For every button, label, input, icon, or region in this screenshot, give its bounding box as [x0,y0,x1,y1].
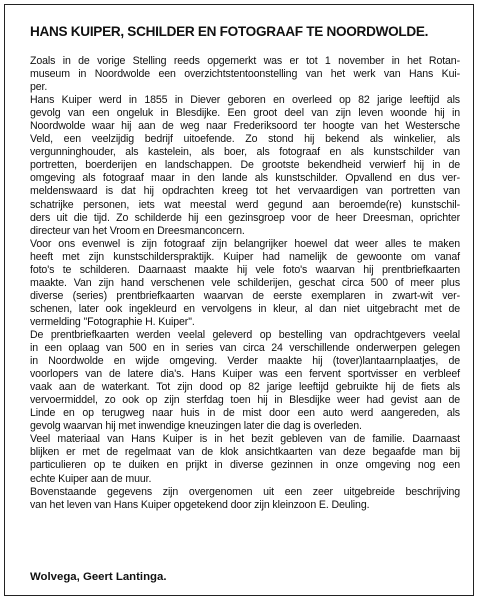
paragraph-line: gevolg van een ongeluk in Blesdijke. Een groot deel van zijn leven woonde hij in [30,107,460,120]
paragraph-line: per. [30,81,48,94]
article-paragraph [30,55,460,94]
paragraph-line: blijken er met de regelmaat van de klok ansichtkaarten van deze begaafde man bij [30,446,460,459]
paragraph-line: gevolg waarvan hij met inwendige kneuzingen later die dag is overleden. [30,420,362,433]
paragraph-line: Bovenstaande gegevens zijn overgenomen uit een zeer uitgebreide beschrijving [30,485,460,498]
paragraph-line: museum in Noordwolde een overzichtstentoonstelling van het werk van Hans Kui- [30,68,460,81]
paragraph-line: voorlopers van de latere dia's. Hans Kuiper was een fervent sportvisser en verbleef [30,368,460,381]
paragraph-line: schenen, later ook ingekleurd en vervolgens in kleur, al dan niet uitgebracht met de [30,302,460,315]
paragraph-line: in Noordwolde en wijde omgeving. Verder maakte hij (tover)lantaarnplaatjes, de [30,355,460,368]
paragraph-line: Voor ons evenwel is zijn fotograaf zijn belangrijker hoewel dat weer alles te maken [30,237,460,250]
article-paragraph [30,94,460,238]
article-paragraph [30,433,460,485]
paragraph-line: Linde en op terugweg naar huis in de mist door een auto werd aangereden, als [30,407,460,420]
article-paragraph [30,238,460,329]
paragraph-line: vermelding "Fotographie H. Kuiper". [30,315,195,328]
paragraph-line: van het leven van Hans Kuiper opgetekend door zijn kleinzoon E. Deuling. [30,498,370,511]
article-title: HANS KUIPER, SCHILDER EN FOTOGRAAF TE NOORDWOLDE. [30,24,429,39]
paragraph-line: directeur van het Vroom en Dreesmanconcern. [30,224,245,237]
paragraph-line: vervoermiddel, zo ook op zijn sterfdag toen hij in Blesdijke weer had gevist aan de [30,394,460,407]
paragraph-line: diverse (series) prentbriefkaarten waarvan de eerste exemplaren in zwart-wit ver- [30,289,460,302]
paragraph-line: heeft met zijn kunstschilderspraktijk. Kuiper had namelijk de gewoonte om vanaf [30,250,460,263]
article-paragraph [30,486,460,512]
paragraph-line: meldenswaard is dat hij opdrachten kreeg tot het vervaardigen van portretten van [30,185,460,198]
paragraph-line: in een oplaag van 500 en in series van circa 24 verschillende onderwerpen gelegen [30,342,460,355]
paragraph-line: vergunninghouder, als kastelein, als boer, als fotograaf en als kunstschilder van [30,146,460,159]
paragraph-line: Veld, een veelzijdig bedrijf uitoefende. Zo stond hij bekend als winkelier, als [30,133,460,146]
paragraph-line: schatrijke personen, iets wat meestal werd gegund aan beroemde(re) kunstschil- [30,198,460,211]
paragraph-line: vaak aan de waterkant. Tot zijn dood op 82 jarige leeftijd gebruikte hij de fiets als [30,381,460,394]
article-body [30,55,460,512]
paragraph-line: particulieren op te duiken en prijkt in diverse gezinnen in onze omgeving nog een [30,459,460,472]
paragraph-line: Veel materiaal van Hans Kuiper is in het bezit gebleven van de familie. Daarnaast [30,433,460,446]
paragraph-line: Zoals in de vorige Stelling reeds opgemerkt was er tot 1 november in het Rotan- [30,55,460,67]
paragraph-line: Hans Kuiper werd in 1855 in Diever geboren en overleed op 82 jarige leeftijd als [30,94,460,107]
paragraph-line: De prentbriefkaarten werden veelal geleverd op bestelling van opdrachtgevers veelal [30,328,460,341]
paragraph-line: echte Kuiper aan de muur. [30,472,152,485]
paragraph-line: maakte. Van zijn hand verschenen vele schilderijen, geschat circa 500 of meer plus [30,276,460,289]
paragraph-line: ders uit die tijd. Zo schilderde hij een gezinsgroep voor de heer Dreesman, oprichter [30,211,460,224]
paragraph-line: Noordwolde waar hij aan de weg naar Frederiksoord ter hoogte van het Westersche [30,120,460,133]
author-signature: Wolvega, Geert Lantinga. [30,571,167,583]
paragraph-line: omgeving als fotograaf maar in den lande als kunstschilder. Opvallend en dus ver- [30,172,460,185]
article-paragraph [30,329,460,433]
paragraph-line: portretten, boerderijen en landschappen. De grootste bekendheid verwierf hij in de [30,159,460,172]
paragraph-line: foto's te schilderen. Daarnaast maakte hij vele foto's waarvan hij prentbriefkaarten [30,263,460,276]
